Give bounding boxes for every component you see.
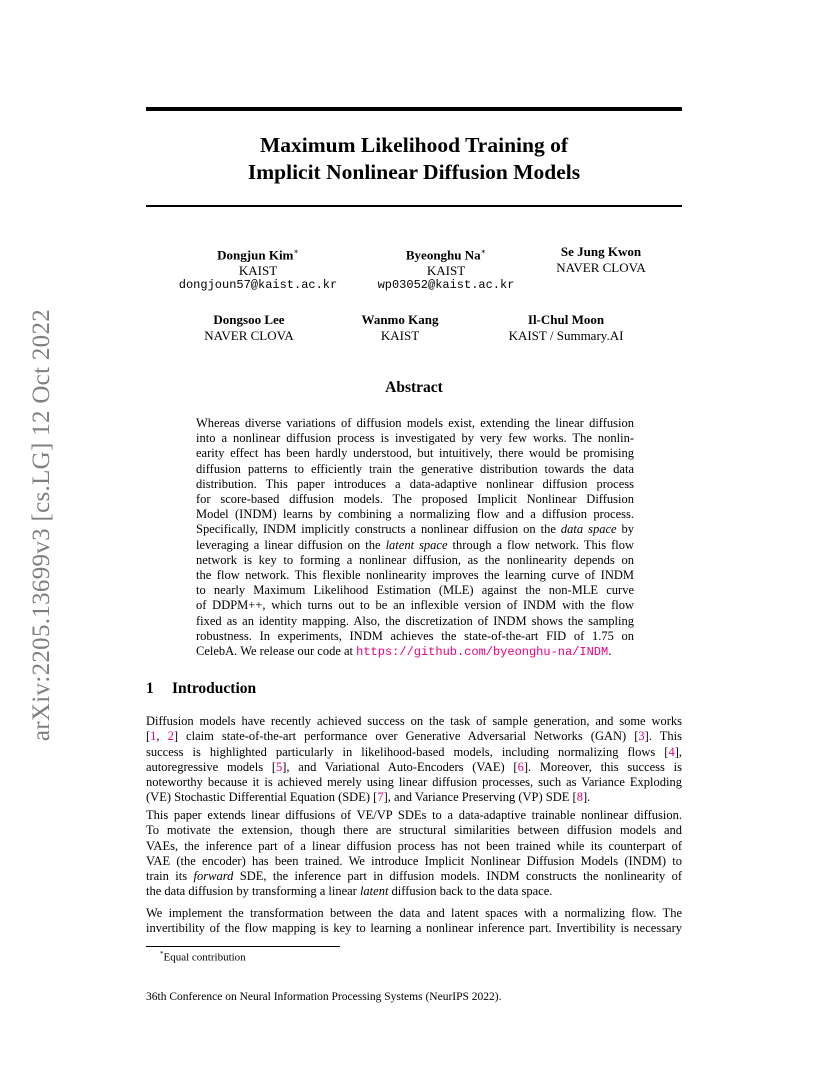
abstract-body xyxy=(196,416,634,660)
intro-paragraph-1: Diffusion models have recently achieved success on the task of sample generation, and some works [1, 2] claim state-of-the-art performance over Generative Adversarial Networks (GAN) [3]. This success is highlighted particularly in likelihood-based models, including normalizing flows [4], autoregressive models [5], and Variational Auto-Encoders (VAE) [6]. Moreover, this success is noteworthy because it is achieved merely using linear diffusion processes, such as Variance Exploding (VE) Stochastic Differential Equation (SDE) [7], and Variance Preserving (VP) SDE [8]. xyxy=(146,714,683,805)
section-title: Introduction xyxy=(172,680,257,697)
arxiv-identifier: arXiv:2205.13699v3 [cs.LG] 12 Oct 2022 xyxy=(28,308,55,742)
abstract-line: Specifically, INDM implicitly constructs a nonlinear diffusion on the data space by xyxy=(196,522,635,537)
citation-link[interactable]: 4 xyxy=(668,744,675,759)
author-name: Se Jung Kwon xyxy=(560,244,642,259)
citation-link[interactable]: 8 xyxy=(576,790,583,805)
author-affiliation: KAIST xyxy=(238,262,278,278)
footnote-text: Equal contribution xyxy=(163,951,246,964)
abstract-line: to nearly Maximum Likelihood Estimation (MLE) against the non-MLE curve xyxy=(196,583,634,598)
author-affiliation: KAIST / Summary.AI xyxy=(508,327,624,343)
abstract-line: Whereas diverse variations of diffusion models exist, extending the linear diffusion xyxy=(196,416,634,430)
equal-contribution-mark: ∗ xyxy=(480,247,487,256)
author-block xyxy=(190,312,308,343)
abstract-line: robustness. In experiments, INDM achieves the state-of-the-art FID of 1.75 on xyxy=(196,628,634,643)
author-name: Dongjun Kim xyxy=(217,247,294,263)
author-name: Il-Chul Moon xyxy=(527,312,605,327)
citation-link[interactable]: 1 xyxy=(150,729,157,744)
author-affiliation: NAVER CLOVA xyxy=(556,259,646,275)
author-affiliation: KAIST xyxy=(426,262,466,278)
author-name: Dongsoo Lee xyxy=(213,312,285,327)
author-block xyxy=(170,244,346,294)
abstract-line: network is key to forming a nonlinear diffusion, as the nonlinearity depends on xyxy=(196,552,634,567)
equal-contribution-mark: ∗ xyxy=(293,247,299,256)
intro-paragraph-3: We implement the transformation between the data and latent spaces with a normalizing flow. The invertibility of the flow mapping is key to learning a nonlinear inference part. Invertibility is necessary xyxy=(146,906,682,936)
abstract-line: the flow network. This flexible nonlinearity improves the learning curve of INDM xyxy=(196,568,634,583)
paper-title xyxy=(146,132,682,186)
emphasis-data-space: data space xyxy=(560,522,617,537)
citation-link[interactable]: 6 xyxy=(517,759,524,774)
abstract-line: CelebA. We release our code at https://github.com/byeonghu-na/INDM. xyxy=(196,644,612,660)
section-number: 1 xyxy=(146,680,154,697)
abstract-heading: Abstract xyxy=(385,379,443,396)
author-block xyxy=(496,312,636,343)
abstract-line: leveraging a linear diffusion on the latent space through a flow network. This flow xyxy=(196,537,635,552)
author-email: wp03052@kaist.ac.kr xyxy=(377,278,515,293)
abstract-line: distribution. This paper introduces a data-adaptive nonlinear diffusion process xyxy=(196,476,634,491)
citation-link[interactable]: 5 xyxy=(276,759,283,774)
abstract-line: of DDPM++, which turns out to be an inflexible version of INDM with the flow xyxy=(196,598,634,613)
abstract-line: for score-based diffusion models. The proposed Implicit Nonlinear Diffusion xyxy=(196,492,634,507)
abstract-line: Model (INDM) learns by combining a normalizing flow and a diffusion process. xyxy=(196,507,634,522)
author-name: Wanmo Kang xyxy=(361,312,439,327)
title-bottom-rule xyxy=(146,205,682,207)
emphasis-latent-space: latent space xyxy=(385,537,448,552)
footnote xyxy=(160,950,246,964)
citation-link[interactable]: 7 xyxy=(377,790,384,805)
title-line-1: Maximum Likelihood Training of xyxy=(259,133,568,157)
abstract-line: fixed as an identity mapping. Also, the discretization of INDM shows the sampling xyxy=(196,613,634,628)
footnote-mark: * xyxy=(160,950,164,958)
code-repository-link[interactable]: https://github.com/byeonghu-na/INDM xyxy=(356,645,609,660)
title-top-rule xyxy=(146,107,682,111)
author-email: dongjoun57@kaist.ac.kr xyxy=(178,278,338,293)
footnote-rule xyxy=(146,946,340,947)
abstract-line: earity effect has been hardly understood, but intuitively, there would be promising xyxy=(196,446,634,461)
author-block xyxy=(344,312,456,343)
intro-paragraph-2: This paper extends linear diffusions of VE/VP SDEs to a data-adaptive trainable nonlinear diffusion. To motivate the extension, though there are structural similarities between diffusion models and VAEs, the inference part of a linear diffusion process has not been trained while its counterpart of VAE (the encoder) has been trained. We introduce Implicit Nonlinear Diffusion Models (INDM) to train its forward SDE, the inference part in diffusion models. INDM constructs the nonlinearity of the data diffusion by transforming a linear latent diffusion back to the data space. xyxy=(146,808,682,899)
author-affiliation: NAVER CLOVA xyxy=(204,327,294,343)
abstract-line: diffusion patterns to efficiently train the generative distribution towards the data xyxy=(196,461,634,476)
author-block xyxy=(362,244,530,294)
title-line-2: Implicit Nonlinear Diffusion Models xyxy=(247,160,581,184)
author-block xyxy=(540,244,662,275)
citation-link[interactable]: 3 xyxy=(638,729,645,744)
abstract-line: into a nonlinear diffusion process is investigated by very few works. The nonlin- xyxy=(196,431,634,446)
venue-footer: 36th Conference on Neural Information Processing Systems (NeurIPS 2022). xyxy=(146,991,502,1003)
author-affiliation: KAIST xyxy=(380,327,420,343)
author-name: Byeonghu Na xyxy=(405,247,481,263)
citation-link[interactable]: 2 xyxy=(167,729,174,744)
section-heading-introduction xyxy=(146,680,256,698)
